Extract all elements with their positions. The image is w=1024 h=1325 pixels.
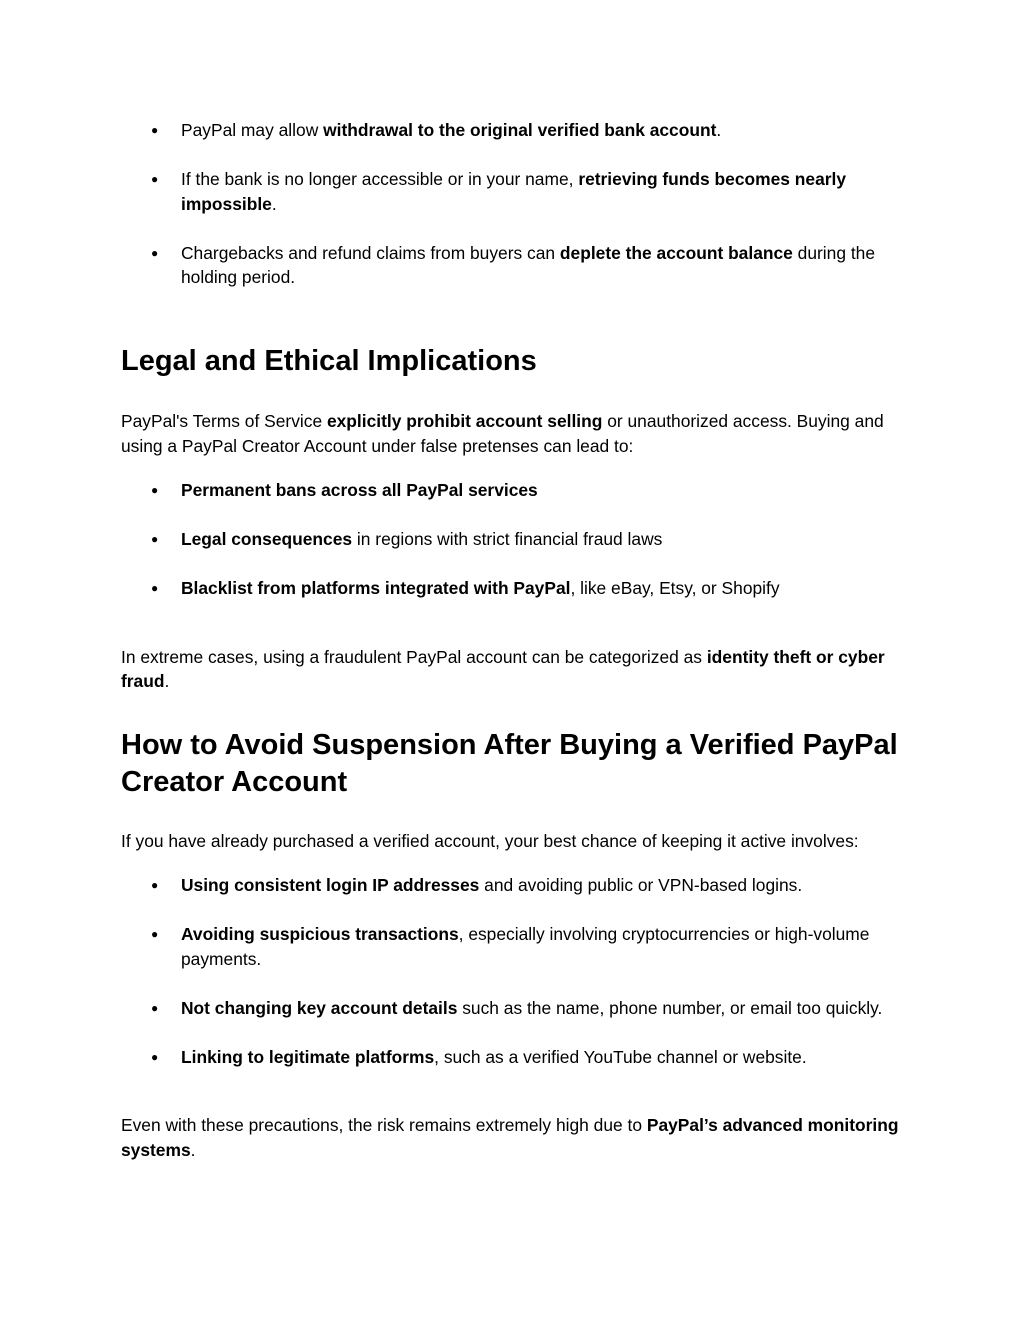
list-item: ● Using consistent login IP addresses and avoiding public or VPN-based logins. [121, 873, 911, 898]
precautions-list [121, 873, 911, 1069]
list-item: ● Blacklist from platforms integrated with PayPal, like eBay, Etsy, or Shopify [121, 576, 911, 601]
list-item: ● Linking to legitimate platforms, such as a verified YouTube channel or website. [121, 1045, 911, 1070]
consequences-list [121, 478, 911, 601]
closing-paragraph: Even with these precautions, the risk remains extremely high due to PayPal’s advanced monitoring systems. [121, 1115, 899, 1160]
list-item: ● Legal consequences in regions with strict financial fraud laws [121, 527, 911, 552]
avoid-intro-paragraph: If you have already purchased a verified account, your best chance of keeping it active involves: [121, 830, 859, 851]
list-item: ● Permanent bans across all PayPal services [121, 478, 911, 503]
section-heading-legal: Legal and Ethical Implications [121, 344, 537, 377]
list-item: ● Not changing key account details such as the name, phone number, or email too quickly. [121, 996, 911, 1021]
legal-intro-paragraph: PayPal's Terms of Service explicitly prohibit account selling or unauthorized access. Buying and using a PayPal Creator Account under false pretenses can lead to: [121, 411, 884, 456]
section-heading-avoid-suspension: How to Avoid Suspension After Buying a Verified PayPal Creator Account [121, 728, 898, 798]
list-item: ● PayPal may allow withdrawal to the original verified bank account. [121, 118, 911, 143]
list-item: ● Avoiding suspicious transactions, especially involving cryptocurrencies or high-volume payments. [121, 922, 911, 971]
withdrawal-list [121, 118, 911, 290]
list-item: ● If the bank is no longer accessible or in your name, retrieving funds becomes nearly impossible. [121, 167, 911, 216]
extreme-cases-paragraph: In extreme cases, using a fraudulent PayPal account can be categorized as identity theft or cyber fraud. [121, 646, 885, 691]
document-page [121, 118, 911, 1162]
list-item: ● Chargebacks and refund claims from buyers can deplete the account balance during the holding period. [121, 241, 911, 290]
